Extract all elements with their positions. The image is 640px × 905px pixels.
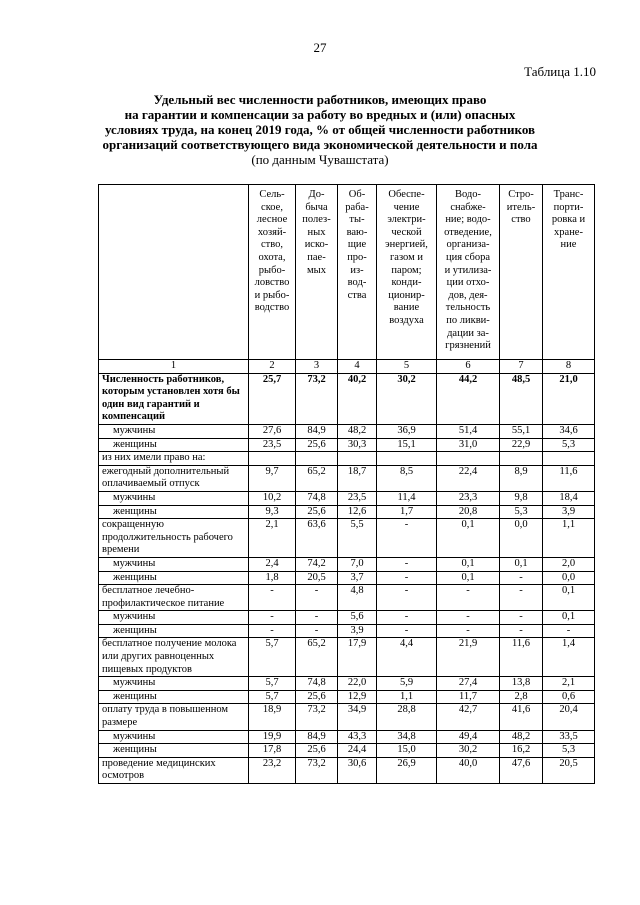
cell-value: 27,6	[249, 424, 296, 438]
cell-value: 40,2	[338, 373, 377, 424]
column-header-line: ство	[511, 214, 531, 226]
cell-value: 2,8	[500, 690, 543, 704]
cell-value: 11,6	[500, 638, 543, 677]
column-header-line: Стро-	[508, 189, 534, 200]
cell-value: 3,9	[543, 505, 595, 519]
column-header-line: рыбо-	[258, 264, 286, 276]
cell-value: 10,2	[249, 491, 296, 505]
column-header-line: полез-	[302, 214, 331, 226]
table-row	[99, 438, 595, 452]
cell-value: -	[437, 611, 500, 625]
column-header-line: ское,	[261, 201, 283, 213]
column-header-line: щие	[347, 239, 367, 251]
column-header-line: порти-	[553, 201, 584, 213]
cell-value: 5,3	[543, 438, 595, 452]
cell-value: 3,7	[338, 571, 377, 585]
cell-value: 23,2	[249, 757, 296, 783]
column-header-line: рaба-	[345, 201, 369, 213]
cell-value: 47,6	[500, 757, 543, 783]
cell-value: 1,7	[377, 505, 437, 519]
cell-value: 55,1	[500, 424, 543, 438]
cell-value: -	[377, 519, 437, 558]
column-header-line: тельность	[445, 302, 491, 314]
row-label: Численность работников, которым установлен хотя бы один вид гарантий и компенсаций	[99, 373, 249, 424]
cell-value: 21,0	[543, 373, 595, 424]
cell-value: 1,1	[543, 519, 595, 558]
cell-value: 25,6	[296, 690, 338, 704]
table-title	[60, 92, 580, 167]
cell-value: 9,8	[500, 491, 543, 505]
cell-value: -	[500, 585, 543, 611]
column-header-line: ных	[307, 226, 326, 238]
table-label: Таблица 1.10	[524, 64, 596, 79]
cell-value: 2,1	[249, 519, 296, 558]
row-label: женщины	[99, 571, 249, 585]
row-label: бесплатное получение молока или других равноценных пищевых продуктов	[99, 638, 249, 677]
cell-value: 7,0	[338, 557, 377, 571]
table-row	[99, 757, 595, 783]
cell-value: 65,2	[296, 638, 338, 677]
cell-value: -	[500, 611, 543, 625]
cell-value: -	[249, 611, 296, 625]
column-header-line: газом и	[390, 251, 423, 263]
cell-value: 0,6	[543, 690, 595, 704]
cell-value: 73,2	[296, 757, 338, 783]
table-row	[99, 730, 595, 744]
cell-value: 0,0	[500, 519, 543, 558]
cell-value	[338, 452, 377, 466]
column-header-line: ционир-	[388, 289, 425, 301]
column-header-line: ты-	[349, 214, 365, 226]
cell-value: 4,4	[377, 638, 437, 677]
page-number: 27	[313, 40, 327, 55]
cell-value: 25,6	[296, 744, 338, 758]
row-label: женщины	[99, 438, 249, 452]
row-label: женщины	[99, 690, 249, 704]
column-header-line: вод-	[347, 277, 367, 289]
cell-value: 1,4	[543, 638, 595, 677]
cell-value: 4,8	[338, 585, 377, 611]
row-label: мужчины	[99, 730, 249, 744]
cell-value: -	[249, 585, 296, 611]
row-label: ежегодный дополнительный оплачиваемый отпуск	[99, 465, 249, 491]
column-header-line: Обеспе-	[388, 189, 425, 200]
row-label: мужчины	[99, 491, 249, 505]
cell-value: 5,3	[543, 744, 595, 758]
column-header-line: итель-	[506, 201, 536, 213]
column-header-line: по ликви-	[446, 314, 490, 326]
cell-value: 28,8	[377, 704, 437, 730]
column-header-line: электри-	[387, 214, 426, 226]
column-header-line: мых	[307, 264, 326, 276]
column-header-line: пае-	[307, 251, 326, 263]
column-header-line: и рыбо-	[254, 289, 290, 301]
cell-value: 12,9	[338, 690, 377, 704]
title-source: (по данным Чувашстата)	[251, 152, 389, 167]
column-header-line: и утилиза-	[444, 264, 492, 276]
cell-value: 5,7	[249, 638, 296, 677]
column-header-line: дов, дея-	[448, 289, 488, 301]
cell-value: 9,7	[249, 465, 296, 491]
column-header-4	[338, 185, 377, 360]
cell-value: 18,7	[338, 465, 377, 491]
cell-value	[377, 452, 437, 466]
cell-value: 51,4	[437, 424, 500, 438]
cell-value: 48,2	[338, 424, 377, 438]
cell-value: -	[377, 557, 437, 571]
cell-value: 25,6	[296, 438, 338, 452]
cell-value	[437, 452, 500, 466]
cell-value: 74,8	[296, 491, 338, 505]
column-header-line: лесное	[256, 214, 288, 226]
cell-value: -	[296, 585, 338, 611]
cell-value: 30,3	[338, 438, 377, 452]
cell-value: 34,8	[377, 730, 437, 744]
column-header-line: дации за-	[447, 327, 489, 339]
cell-value: 1,8	[249, 571, 296, 585]
cell-value: 18,9	[249, 704, 296, 730]
column-header-line: Транс-	[553, 189, 584, 200]
row-label: женщины	[99, 744, 249, 758]
cell-value: 19,9	[249, 730, 296, 744]
column-header-line: энергией,	[385, 239, 428, 251]
cell-value: 40,0	[437, 757, 500, 783]
column-number: 6	[437, 360, 500, 374]
row-label: сокращенную продолжительность рабочего времени	[99, 519, 249, 558]
column-header-line: Водо-	[454, 189, 482, 200]
cell-value: 33,5	[543, 730, 595, 744]
cell-value: 5,3	[500, 505, 543, 519]
cell-value: 0,1	[543, 611, 595, 625]
column-header-line: ваю-	[346, 226, 368, 238]
cell-value: 15,1	[377, 438, 437, 452]
column-header-line: организа-	[446, 239, 490, 251]
table-row	[99, 704, 595, 730]
cell-value: -	[500, 624, 543, 638]
column-header-2	[249, 185, 296, 360]
cell-value: 23,5	[249, 438, 296, 452]
column-header-line: иско-	[304, 239, 329, 251]
cell-value: 20,8	[437, 505, 500, 519]
cell-value: 34,6	[543, 424, 595, 438]
cell-value: 84,9	[296, 730, 338, 744]
column-header-line: про-	[347, 251, 367, 263]
column-header-line: хране-	[554, 226, 583, 238]
row-label: оплату труда в повышенном размере	[99, 704, 249, 730]
cell-value: 0,1	[437, 519, 500, 558]
table-row	[99, 465, 595, 491]
title-line: условиях труда, на конец 2019 года, % от общей численности работников	[104, 122, 536, 137]
cell-value: 5,5	[338, 519, 377, 558]
cell-value: 16,2	[500, 744, 543, 758]
column-header-line: До-	[308, 189, 325, 200]
table-row	[99, 557, 595, 571]
title-line: Удельный вес численности работников, имеющих право	[153, 92, 487, 107]
column-header-3	[296, 185, 338, 360]
cell-value: 74,8	[296, 677, 338, 691]
column-header-line: Об-	[348, 189, 366, 200]
cell-value: 30,6	[338, 757, 377, 783]
column-header-1	[99, 185, 249, 360]
cell-value: 27,4	[437, 677, 500, 691]
column-number: 4	[338, 360, 377, 374]
cell-value: 11,7	[437, 690, 500, 704]
cell-value: 5,7	[249, 690, 296, 704]
column-header-line: ловство	[254, 277, 290, 289]
column-header-line: быча	[305, 201, 328, 213]
column-header-line: хозяй-	[257, 226, 287, 238]
column-header-8	[543, 185, 595, 360]
cell-value: 23,3	[437, 491, 500, 505]
cell-value: 20,5	[296, 571, 338, 585]
table-row	[99, 519, 595, 558]
table-row	[99, 690, 595, 704]
cell-value: 8,9	[500, 465, 543, 491]
row-label: мужчины	[99, 557, 249, 571]
cell-value: 9,3	[249, 505, 296, 519]
cell-value: 21,9	[437, 638, 500, 677]
cell-value: 20,5	[543, 757, 595, 783]
table-row	[99, 452, 595, 466]
column-header-line: ческой	[391, 226, 422, 238]
column-header-line: Сель-	[259, 189, 285, 200]
column-header-line: водство	[254, 302, 290, 314]
cell-value: 24,4	[338, 744, 377, 758]
column-number: 5	[377, 360, 437, 374]
cell-value	[296, 452, 338, 466]
cell-value: 84,9	[296, 424, 338, 438]
column-header-line: ства	[347, 289, 367, 301]
cell-value: 44,2	[437, 373, 500, 424]
cell-value: 0,1	[437, 571, 500, 585]
row-label: мужчины	[99, 424, 249, 438]
column-header-line: ство,	[260, 239, 283, 251]
cell-value: 20,4	[543, 704, 595, 730]
cell-value: 34,9	[338, 704, 377, 730]
column-header-line: снабже-	[450, 201, 486, 213]
cell-value: 74,2	[296, 557, 338, 571]
cell-value: -	[296, 624, 338, 638]
cell-value: 73,2	[296, 373, 338, 424]
cell-value: 13,8	[500, 677, 543, 691]
cell-value: 5,7	[249, 677, 296, 691]
cell-value	[543, 452, 595, 466]
table-body	[99, 373, 595, 783]
cell-value	[249, 452, 296, 466]
column-number: 2	[249, 360, 296, 374]
column-header-line: ции отхо-	[446, 277, 490, 289]
table-row	[99, 638, 595, 677]
column-header-line: из-	[350, 264, 364, 276]
cell-value: 15,0	[377, 744, 437, 758]
column-number: 1	[99, 360, 249, 374]
table-row	[99, 491, 595, 505]
column-header-6	[437, 185, 500, 360]
title-line: организаций соответствующего вида экономической деятельности и пола	[102, 137, 538, 152]
cell-value: 2,4	[249, 557, 296, 571]
cell-value: -	[377, 585, 437, 611]
column-header-line: чение	[393, 201, 420, 213]
cell-value: 2,0	[543, 557, 595, 571]
column-header-line: ние; водо-	[445, 214, 491, 226]
title-line: на гарантии и компенсации за работу во вредных и (или) опасных	[124, 107, 516, 122]
cell-value: 0,1	[437, 557, 500, 571]
row-label: мужчины	[99, 611, 249, 625]
row-label: мужчины	[99, 677, 249, 691]
cell-value: 36,9	[377, 424, 437, 438]
row-label: проведение медицинских осмотров	[99, 757, 249, 783]
cell-value: 17,8	[249, 744, 296, 758]
row-label: женщины	[99, 624, 249, 638]
cell-value: 41,6	[500, 704, 543, 730]
cell-value: 22,0	[338, 677, 377, 691]
cell-value: 3,9	[338, 624, 377, 638]
cell-value: -	[377, 624, 437, 638]
row-label: бесплатное лечебно-профилактическое питание	[99, 585, 249, 611]
cell-value: -	[437, 624, 500, 638]
table-row	[99, 505, 595, 519]
cell-value: 0,1	[543, 585, 595, 611]
cell-value: 5,6	[338, 611, 377, 625]
cell-value: 18,4	[543, 491, 595, 505]
cell-value: 22,4	[437, 465, 500, 491]
column-header-line: ние	[560, 239, 577, 251]
table-row	[99, 424, 595, 438]
cell-value: 22,9	[500, 438, 543, 452]
column-header-line: отведение,	[444, 226, 492, 238]
table-row	[99, 611, 595, 625]
column-number: 3	[296, 360, 338, 374]
table-row	[99, 585, 595, 611]
cell-value: 48,5	[500, 373, 543, 424]
cell-value: 2,1	[543, 677, 595, 691]
cell-value: 8,5	[377, 465, 437, 491]
column-number: 7	[500, 360, 543, 374]
column-header-line: ровка и	[551, 214, 586, 226]
cell-value: 73,2	[296, 704, 338, 730]
cell-value: 31,0	[437, 438, 500, 452]
cell-value: 42,7	[437, 704, 500, 730]
cell-value: 49,4	[437, 730, 500, 744]
cell-value: -	[249, 624, 296, 638]
row-label: женщины	[99, 505, 249, 519]
cell-value: 30,2	[377, 373, 437, 424]
cell-value: 30,2	[437, 744, 500, 758]
column-header-line: воздуха	[389, 314, 424, 326]
cell-value: -	[377, 571, 437, 585]
cell-value: 26,9	[377, 757, 437, 783]
cell-value: 48,2	[500, 730, 543, 744]
column-header-line: грязнений	[445, 340, 491, 352]
cell-value: 0,1	[500, 557, 543, 571]
table-row	[99, 744, 595, 758]
table-row	[99, 677, 595, 691]
column-header-line: вание	[393, 302, 420, 314]
data-table	[98, 184, 595, 784]
cell-value: 11,4	[377, 491, 437, 505]
cell-value: -	[500, 571, 543, 585]
cell-value	[500, 452, 543, 466]
cell-value: 25,6	[296, 505, 338, 519]
column-number-row	[99, 360, 595, 374]
table-row	[99, 571, 595, 585]
header-row	[99, 185, 595, 360]
cell-value: 65,2	[296, 465, 338, 491]
cell-value: -	[296, 611, 338, 625]
column-header-5	[377, 185, 437, 360]
cell-value: 0,0	[543, 571, 595, 585]
cell-value: -	[437, 585, 500, 611]
column-header-line: охота,	[258, 251, 286, 263]
cell-value: 11,6	[543, 465, 595, 491]
cell-value: 23,5	[338, 491, 377, 505]
row-label: из них имели право на:	[99, 452, 249, 466]
column-header-line: ция сбора	[446, 251, 490, 263]
table-row	[99, 624, 595, 638]
cell-value: -	[543, 624, 595, 638]
cell-value: 1,1	[377, 690, 437, 704]
cell-value: 12,6	[338, 505, 377, 519]
cell-value: 63,6	[296, 519, 338, 558]
cell-value: 17,9	[338, 638, 377, 677]
cell-value: 43,3	[338, 730, 377, 744]
cell-value: -	[377, 611, 437, 625]
column-number: 8	[543, 360, 595, 374]
cell-value: 25,7	[249, 373, 296, 424]
column-header-line: конди-	[391, 277, 422, 289]
cell-value: 5,9	[377, 677, 437, 691]
column-header-line: паром;	[391, 264, 422, 276]
table-row	[99, 373, 595, 424]
column-header-7	[500, 185, 543, 360]
